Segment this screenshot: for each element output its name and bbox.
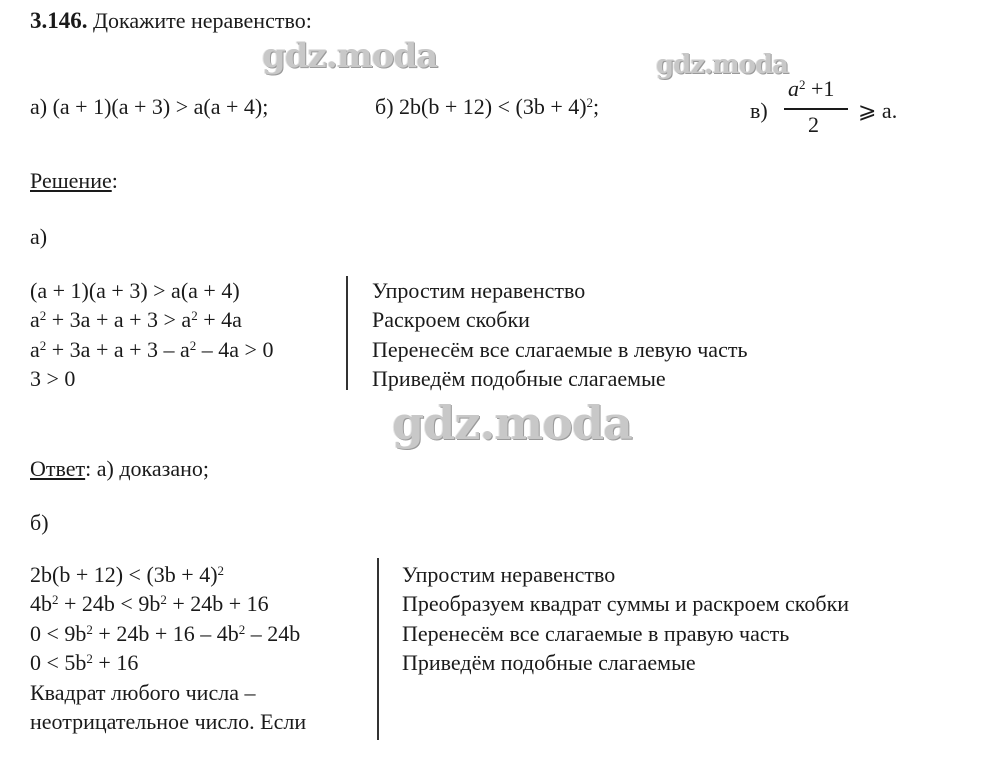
part-a-comment-3: Перенесём все слагаемые в левую часть xyxy=(372,337,748,362)
task-c-fraction xyxy=(782,74,852,140)
expr-exponent: 2 xyxy=(52,592,59,607)
expr-exponent: 2 xyxy=(238,622,246,637)
part-a-step-4: 3 > 0 xyxy=(30,366,76,391)
expr-exponent: 2 xyxy=(160,592,167,607)
task-b xyxy=(375,92,599,121)
expr-exponent: 2 xyxy=(39,338,47,353)
numerator-base: a xyxy=(788,76,799,101)
part-a-comment-1: Упростим неравенство xyxy=(372,278,586,303)
solution-colon: : xyxy=(111,168,118,193)
expr-exponent: 2 xyxy=(189,338,197,353)
expr-part: – 24b xyxy=(245,621,301,646)
expr-part: + 24b + 16 – 4b xyxy=(92,621,239,646)
expr-part: + 16 xyxy=(92,650,139,675)
task-a: а) (a + 1)(a + 3) > a(a + 4); xyxy=(30,94,269,119)
part-b-step-3 xyxy=(30,619,300,648)
task-c-label: в) xyxy=(750,98,768,123)
watermark-logo-3: gdz.moda xyxy=(392,396,632,450)
expr-exponent: 2 xyxy=(86,651,93,666)
part-a-label: а) xyxy=(30,224,48,249)
part-b-comment-3: Перенесём все слагаемые в правую часть xyxy=(402,621,790,646)
expr-part: a xyxy=(30,307,40,332)
fraction-denominator: 2 xyxy=(808,112,819,137)
expr-exponent: 2 xyxy=(39,308,47,323)
part-b-step-1 xyxy=(30,560,224,589)
answer-text: : а) доказано; xyxy=(85,456,209,481)
task-b-exponent: 2 xyxy=(586,95,594,110)
expr-part: + 3a + a + 3 – a xyxy=(46,337,190,362)
part-a-step-1: (a + 1)(a + 3) > a(a + 4) xyxy=(30,278,240,303)
expr-part: 0 < 9b xyxy=(30,621,87,646)
expr-part: + 24b < 9b xyxy=(58,591,161,616)
solution-heading: Решение xyxy=(30,168,112,193)
answer-heading: Ответ xyxy=(30,456,86,481)
problem-title: Докажите неравенство: xyxy=(93,8,312,33)
problem-number: 3.146. xyxy=(30,8,88,33)
part-b-comment-1: Упростим неравенство xyxy=(402,562,616,587)
expr-part: a xyxy=(30,337,40,362)
solution-label xyxy=(30,166,118,195)
part-a-divider xyxy=(346,276,348,390)
part-a-answer xyxy=(30,454,209,483)
fraction-numerator xyxy=(788,74,834,103)
task-c-rest: ⩾ a. xyxy=(858,98,898,123)
expr-part: + 3a + a + 3 > a xyxy=(46,307,192,332)
expr-part: + 4a xyxy=(197,307,242,332)
part-b-comment-2: Преобразуем квадрат суммы и раскроем скобки xyxy=(402,591,850,616)
part-a-comment-4: Приведём подобные слагаемые xyxy=(372,366,666,391)
part-a-step-2 xyxy=(30,305,242,334)
expr-exponent: 2 xyxy=(191,308,198,323)
expr-part: + 24b + 16 xyxy=(166,591,269,616)
expr-part: 0 < 5b xyxy=(30,650,87,675)
part-a-comment-2: Раскроем скобки xyxy=(372,307,530,332)
part-b-note-1: Квадрат любого числа – xyxy=(30,680,256,705)
expr-exponent: 2 xyxy=(217,563,225,578)
numerator-rest: +1 xyxy=(805,76,835,101)
part-b-divider xyxy=(377,558,379,740)
part-b-step-2 xyxy=(30,589,269,618)
part-b-step-4 xyxy=(30,648,138,677)
part-b-label: б) xyxy=(30,510,49,535)
part-b-note-2: неотрицательное число. Если xyxy=(30,709,307,734)
task-b-text: б) 2b(b + 12) < (3b + 4) xyxy=(375,94,587,119)
expr-exponent: 2 xyxy=(86,622,93,637)
problem-header xyxy=(30,6,312,35)
expr-part: 2b(b + 12) < (3b + 4) xyxy=(30,562,218,587)
expr-part: – 4a > 0 xyxy=(196,337,274,362)
part-b-comment-4: Приведём подобные слагаемые xyxy=(402,650,696,675)
numerator-exponent: 2 xyxy=(799,77,806,92)
part-a-step-3 xyxy=(30,335,273,364)
expr-part: 4b xyxy=(30,591,52,616)
watermark-logo-1: gdz.moda xyxy=(262,36,438,76)
task-b-suffix: ; xyxy=(593,94,600,119)
watermark-logo-2: gdz.moda xyxy=(656,50,789,80)
